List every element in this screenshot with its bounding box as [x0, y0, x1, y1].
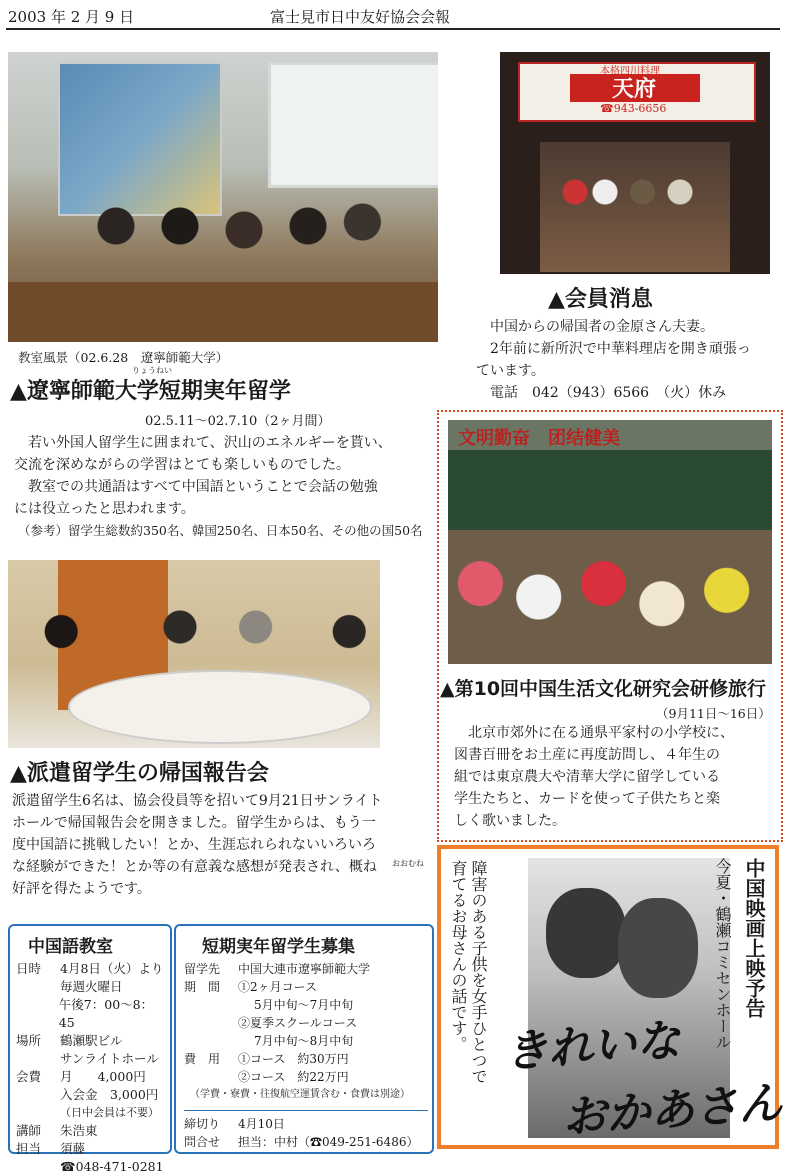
students-group [68, 202, 388, 282]
detail-key: 締切り [184, 1117, 221, 1131]
trip-line: しく歌いました。 [454, 813, 566, 829]
movie-heading: 中国映画上映予告 [742, 858, 766, 1018]
detail-row [16, 1140, 166, 1158]
classroom-line: （参考）留学生総数約350名、韓国250名、日本50名、その他の国50名 [18, 523, 423, 538]
member-news-body [476, 316, 776, 404]
classroom-caption: 教室風景（02.6.28 遼寧師範大学） [18, 350, 229, 365]
member-news-line: ています。 [476, 363, 545, 379]
report-line: ホールで帰国報告会を開きました。留学生からは、もう一 [12, 815, 376, 831]
movie-title-line1: きれいな [502, 1014, 682, 1079]
movie-venue: 今夏・鶴瀬コミセンホール [713, 858, 732, 1050]
detail-row [16, 1032, 166, 1050]
report-line: 派遣留学生6名は、協会役員等を招いて9月21日サンライト [12, 793, 383, 809]
shop-phone: ☎943-6656 [600, 102, 667, 115]
detail-value: 4月10日 [238, 1117, 285, 1131]
detail-row [16, 1104, 166, 1122]
classroom-body [14, 432, 434, 542]
recruit-title: 短期実年留学生募集 [202, 937, 355, 957]
trip-line: 学生たちと、カードを使って子供たちと楽 [454, 791, 720, 807]
wall-map [58, 62, 222, 216]
detail-key: 問合せ [184, 1135, 221, 1149]
detail-row [184, 978, 428, 996]
detail-value: （学費・寮費・往復航空運賃含む・食費は別途） [190, 1089, 410, 1100]
detail-value: 7月中旬～8月中旬 [254, 1034, 354, 1048]
detail-key [16, 978, 60, 996]
detail-key [184, 996, 254, 1014]
desk [8, 282, 438, 342]
mother-figure [618, 898, 698, 998]
report-meeting-photo [8, 560, 380, 748]
classroom-title: ▲遼寧師範大学短期実年留学 [10, 379, 291, 404]
detail-key [16, 996, 59, 1032]
detail-row [184, 1086, 428, 1104]
report-title: ▲派遣留学生の帰国報告会 [10, 761, 269, 786]
detail-row [16, 1068, 166, 1086]
trip-line: 組では東京農大や清華大学に留学している [454, 769, 720, 785]
issue-date: 2003 年 2 月 9 日 [8, 8, 135, 26]
detail-value: 中国大連市遼寧師範大学 [238, 962, 371, 976]
trip-body [454, 722, 774, 832]
detail-value: （日中会員は不要） [60, 1106, 159, 1119]
classroom-line: 交流を深めながらの学習はとても楽しいものでした。 [14, 457, 350, 473]
member-news-line: 中国からの帰国者の金原さん夫妻。 [490, 319, 714, 335]
detail-value: 5月中旬～7月中旬 [254, 998, 354, 1012]
detail-value: ②コース 約22万円 [238, 1070, 349, 1084]
detail-key: 場所 [16, 1033, 42, 1048]
classroom-line: 教室での共通語はすべて中国語ということで会話の勉強 [28, 479, 378, 495]
report-line: 度中国語に挑戦したい！とか、生涯忘れられないいろいろ [12, 837, 376, 853]
detail-row [184, 996, 428, 1014]
detail-row [184, 1133, 428, 1151]
detail-row [16, 1158, 166, 1176]
report-ruby: おおむね [392, 859, 424, 868]
chinese-class-title: 中国語教室 [28, 937, 113, 957]
classroom-photo [8, 52, 438, 342]
recruit-details [184, 960, 428, 1151]
report-body [12, 790, 436, 900]
detail-key [16, 1050, 60, 1068]
detail-key: 期 間 [184, 980, 221, 994]
classroom-ruby: りょうねい [132, 366, 172, 375]
detail-key [16, 1086, 60, 1104]
shop-sub-label: 本格四川料理 [600, 66, 660, 77]
detail-key: 費 用 [184, 1052, 221, 1066]
detail-value: 入会金 3,000円 [60, 1087, 159, 1102]
classroom-banner: 文明勤奋 团结健美 [458, 428, 620, 449]
detail-value: ☎048-471-0281 [60, 1159, 164, 1174]
children-group [448, 530, 772, 664]
detail-value: 4月8日（火）より [60, 961, 164, 976]
movie-desc [468, 860, 488, 1084]
detail-value: 朱浩東 [60, 1123, 98, 1138]
trip-title: ▲第10回中国生活文化研究会研修旅行 [440, 678, 767, 700]
header-rule [6, 28, 780, 30]
detail-row [184, 1050, 428, 1068]
detail-value: 午後7：00～8：45 [58, 997, 154, 1030]
detail-row [16, 996, 166, 1032]
detail-value: 鶴瀬駅ビル [60, 1033, 123, 1048]
member-news-title: ▲会員消息 [548, 287, 653, 312]
detail-key: 日時 [16, 961, 42, 976]
detail-row [184, 1110, 428, 1133]
detail-row [184, 1032, 428, 1050]
restaurant-photo [500, 52, 770, 274]
detail-key [16, 1158, 60, 1176]
detail-value: サンライトホール [60, 1051, 159, 1066]
trip-line: 北京市郊外に在る通県平家村の小学校に、 [468, 725, 734, 741]
member-news-line: 電話 042（943）6566 （火）休み [490, 385, 727, 401]
movie-desc-line: 育てるお母さんの話です。 [449, 860, 468, 1052]
detail-key: 会費 [16, 1069, 42, 1084]
school-visit-photo [448, 420, 772, 664]
window [268, 62, 438, 188]
detail-key: 担当 [16, 1141, 42, 1156]
detail-key: 留学先 [184, 962, 221, 976]
trip-period: （9月11日～16日） [656, 706, 771, 721]
shop-name: 天府 [612, 76, 657, 102]
detail-key: 講師 [16, 1123, 42, 1138]
movie-desc-line: 障害のある子供を女手ひとつで [469, 860, 488, 1084]
detail-key [184, 1014, 238, 1032]
detail-value: ①コース 約30万円 [238, 1052, 349, 1066]
movie-desc-2 [448, 860, 468, 1052]
newsletter-title: 富士見市日中友好協会会報 [270, 8, 451, 26]
detail-value: ②夏季スクールコース [238, 1016, 358, 1030]
detail-value: 月 4,000円 [60, 1069, 146, 1084]
detail-key [184, 1068, 238, 1086]
detail-key [16, 1104, 60, 1122]
detail-row [184, 960, 428, 978]
report-line: な経験ができた！とか等の有意義な感想が発表され、概ね [12, 859, 377, 875]
detail-row [184, 1068, 428, 1086]
report-line: 好評を得たようです。 [12, 881, 151, 897]
detail-row [16, 1122, 166, 1140]
classroom-line: には役立ったと思われます。 [14, 501, 195, 517]
classroom-period: 02.5.11～02.7.10（2ヶ月間） [145, 414, 331, 429]
member-news-line: 2年前に新所沢で中華料理店を開き頑張っ [490, 341, 751, 357]
child-figure [546, 888, 626, 978]
detail-row [16, 1086, 166, 1104]
detail-row [16, 960, 166, 978]
detail-value: ①2ヶ月コース [238, 980, 318, 994]
detail-row [16, 978, 166, 996]
detail-value: 須藤 [60, 1141, 86, 1156]
trip-line: 図書百冊をお土産に再度訪問し、４年生の [454, 747, 720, 763]
movie-title-line2: おかあさん [560, 1077, 784, 1144]
round-table [68, 670, 372, 744]
chinese-class-details [16, 960, 166, 1176]
detail-key [184, 1032, 254, 1050]
shop-owners [560, 172, 710, 272]
classroom-line: 若い外国人留学生に囲まれて、沢山のエネルギーを貰い、 [28, 435, 392, 451]
detail-value: 毎週火曜日 [60, 979, 123, 994]
detail-value: 担当：中村（☎049-251-6486） [238, 1135, 419, 1149]
detail-row [184, 1014, 428, 1032]
detail-row [16, 1050, 166, 1068]
